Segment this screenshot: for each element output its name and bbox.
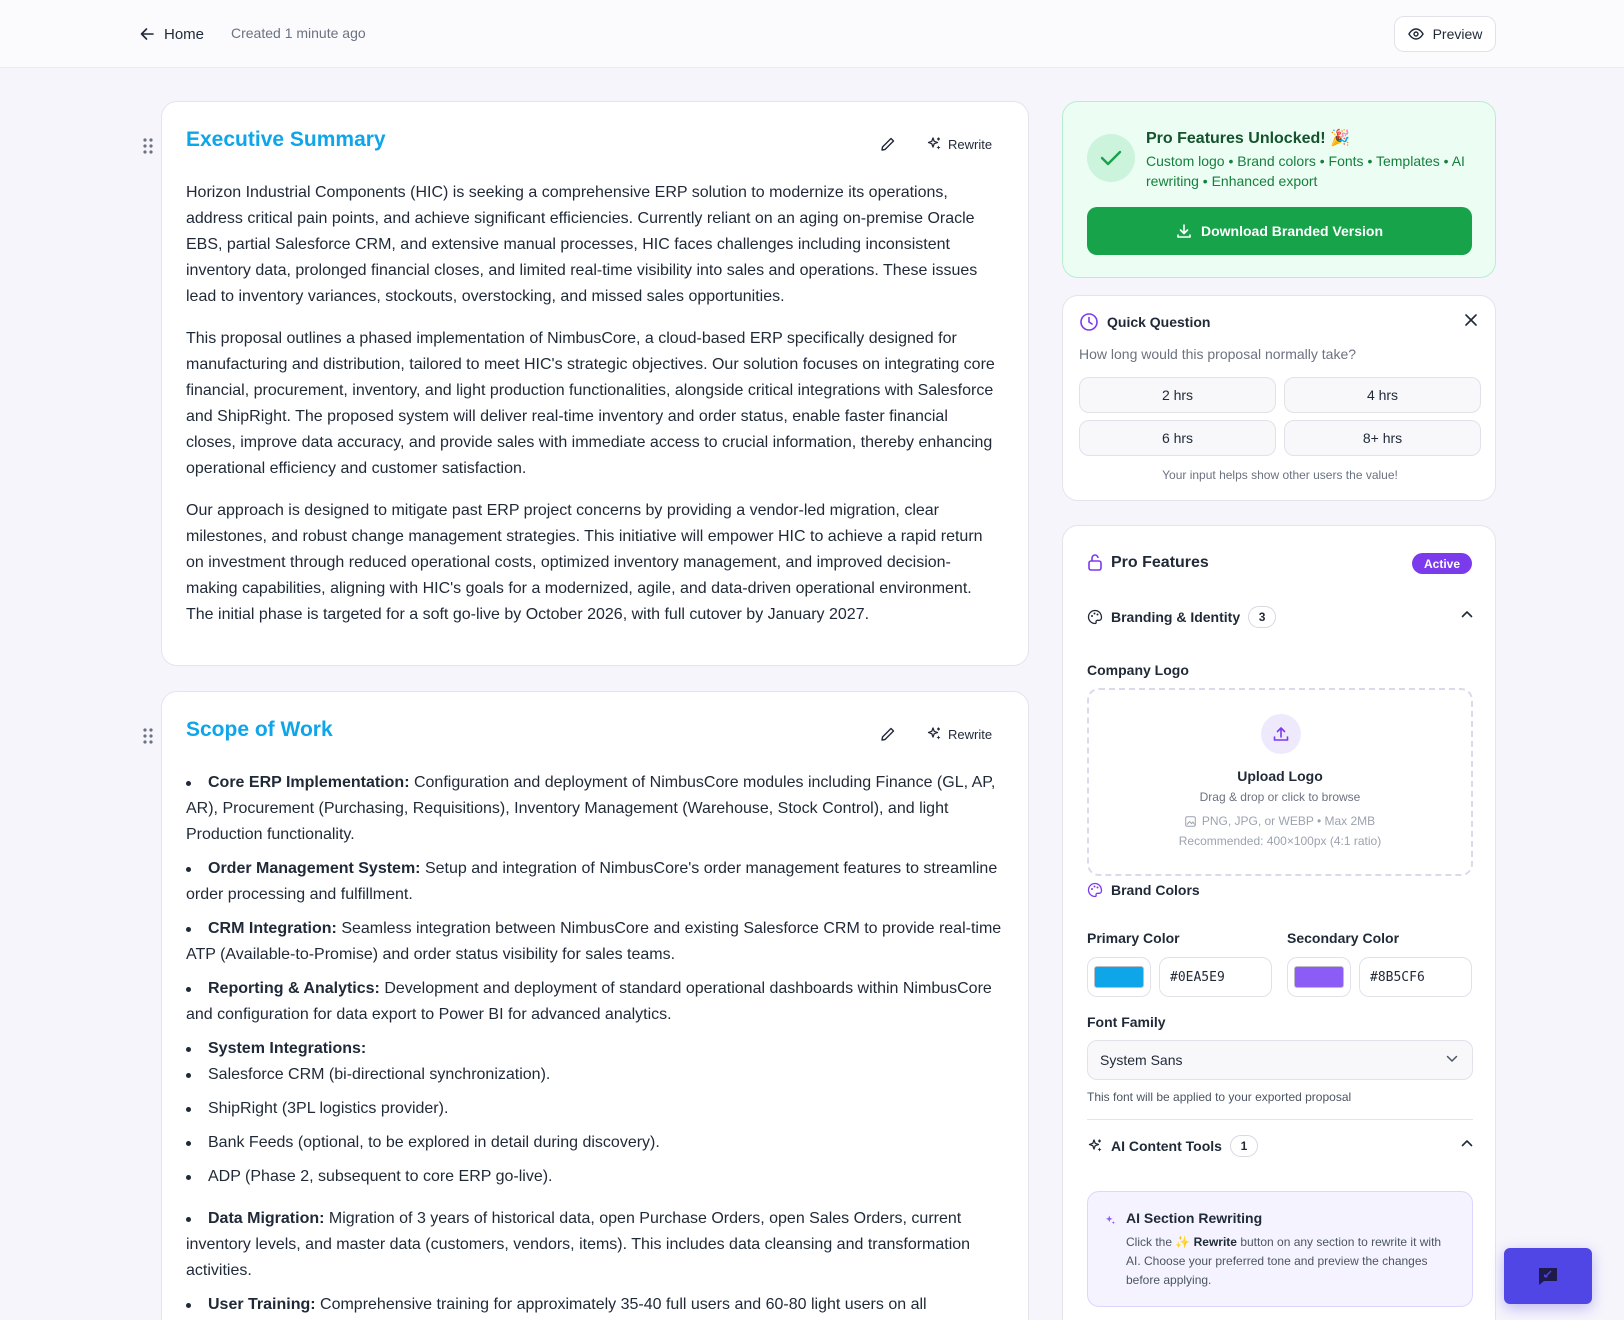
upload-subtitle: Drag & drop or click to browse — [1199, 790, 1361, 804]
list-item — [186, 1206, 1002, 1284]
option-6-hrs[interactable]: 6 hrs — [1079, 420, 1276, 456]
pencil-icon — [880, 726, 896, 742]
rewrite-button[interactable] — [926, 722, 992, 746]
upload-recommendation: Recommended: 400×100px (4:1 ratio) — [1178, 834, 1382, 848]
scope-list — [186, 770, 1002, 1062]
primary-color-hex-input[interactable]: #0EA5E9 — [1159, 957, 1272, 997]
upload-formats-text: PNG, JPG, or WEBP • Max 2MB — [1201, 814, 1376, 828]
ai-card-text-after: button on any section to rewrite it with AI. Choose your preferred tone and preview the changes before applying. — [1126, 1235, 1442, 1287]
chevron-up-icon — [1461, 610, 1473, 618]
section-title: Scope of Work — [186, 718, 333, 741]
divider — [1087, 1119, 1473, 1120]
item-text: Setup and integration of NimbusCore's order management features to streamline order processing and fulfillment. — [186, 860, 998, 903]
option-2-hrs[interactable]: 2 hrs — [1079, 377, 1276, 413]
ai-card-description — [1126, 1233, 1456, 1290]
image-icon — [1185, 816, 1196, 827]
font-family-value: System Sans — [1100, 1052, 1183, 1068]
primary-color-label: Primary Color — [1087, 930, 1180, 946]
quick-question-footer: Your input helps show other users the value! — [1162, 468, 1398, 482]
list-item — [186, 1164, 1002, 1190]
quick-question-panel — [1062, 295, 1496, 501]
logo-upload-dropzone[interactable] — [1087, 688, 1473, 876]
unlock-icon — [1087, 553, 1103, 571]
list-item — [186, 1062, 1002, 1088]
item-lead: CRM Integration: — [208, 920, 337, 937]
item-lead: Data Migration: — [208, 1210, 325, 1227]
font-family-hint: This font will be applied to your exported proposal — [1087, 1090, 1352, 1104]
integrations-list — [186, 1062, 1002, 1190]
rewrite-label: Rewrite — [948, 726, 993, 742]
paragraph: Our approach is designed to mitigate past ERP project concerns by providing a vendor-led migration, clear milestones, and robust change management strategies. This initiative will empower HIC to achieve a rapid return on investment through reduced operational costs, optimized inventory management, and improved decision-making capabilities, aligning with HIC's goals for a modernized, agile, and data-driven operational environment. The initial phase is targeted for a soft go-live by October 2026, with full cutover by January 2027. — [186, 502, 983, 623]
download-branded-button[interactable] — [1087, 207, 1472, 255]
item-text: Configuration and deployment of NimbusCore modules including Finance (GL, AP, AR), Procurement (Purchasing, Requisitions), Inventory Management (Warehouse, Stock Control), and light Production functionality. — [186, 774, 996, 843]
pro-features-panel — [1062, 525, 1496, 1320]
palette-icon — [1087, 609, 1103, 625]
item-lead: Core ERP Implementation: — [208, 774, 410, 791]
unlock-feature-list: Custom logo • Brand colors • Fonts • Templates • AI rewriting • Enhanced export — [1146, 153, 1465, 189]
paragraph: This proposal outlines a phased implementation of NimbusCore, a cloud-based ERP specifically designed for manufacturing and distribution, tailored to meet HIC's strategic objectives. Our solution focuses on integrating core financial, procurement, inventory, and light production functionalities, alongside critical integrations with Salesforce and ShipRight. The proposed system will deliver real-time inventory and order status, enable faster financial closes, improve data accuracy, and provide sales with immediate access to crucial information, thereby enhancing operational efficiency and customer satisfaction. — [186, 330, 995, 477]
section-body — [186, 770, 1002, 1320]
section-card-executive-summary — [161, 101, 1029, 666]
rewrite-label: Rewrite — [948, 136, 993, 152]
upload-title: Upload Logo — [1237, 768, 1323, 784]
home-link[interactable] — [140, 22, 204, 46]
primary-color-picker[interactable] — [1087, 957, 1151, 997]
check-badge — [1087, 134, 1135, 182]
item-text: Comprehensive training for approximately 35-40 full users and 60-80 light users on all — [315, 1296, 927, 1313]
created-timestamp: Created 1 minute ago — [231, 25, 366, 41]
status-badge: Active — [1412, 553, 1472, 574]
edit-button[interactable] — [876, 722, 900, 746]
check-icon — [1100, 150, 1122, 166]
palette-icon — [1087, 882, 1103, 898]
item-lead: System Integrations: — [208, 1040, 367, 1057]
list-item — [186, 856, 1002, 908]
ai-tools-label: AI Content Tools — [1111, 1138, 1222, 1154]
item-text: Migration of 3 years of historical data, open Purchase Orders, open Sales Orders, current inventory levels, and master data (customers, vendors, items). This includes data cleansing and transformation activities. — [186, 1210, 971, 1279]
quick-question-title: Quick Question — [1107, 314, 1211, 330]
item-text: Bank Feeds (optional, to be explored in detail during discovery). — [208, 1134, 660, 1151]
branding-count-badge: 3 — [1248, 606, 1276, 628]
item-lead: User Training: — [208, 1296, 316, 1313]
drag-handle-icon[interactable] — [143, 728, 153, 744]
pro-unlocked-panel — [1062, 101, 1496, 278]
secondary-color-picker[interactable] — [1287, 957, 1351, 997]
ai-card-title: AI Section Rewriting — [1126, 1210, 1263, 1226]
scope-list-continued — [186, 1206, 1002, 1318]
section-card-scope-of-work — [161, 691, 1029, 1320]
clock-icon — [1079, 312, 1099, 332]
download-label: Download Branded Version — [1200, 223, 1384, 239]
branding-label: Branding & Identity — [1111, 609, 1241, 625]
pro-features-title: Pro Features — [1111, 554, 1209, 571]
rewrite-button[interactable] — [926, 132, 992, 156]
list-item — [186, 1292, 1002, 1318]
list-item — [186, 1130, 1002, 1156]
ai-card-text-before: Click the ✨ — [1126, 1235, 1194, 1249]
list-item — [186, 976, 1002, 1028]
upload-icon — [1272, 725, 1290, 743]
item-text: ShipRight (3PL logistics provider). — [208, 1100, 449, 1117]
upload-formats — [1089, 814, 1471, 828]
font-family-select[interactable] — [1087, 1040, 1473, 1080]
chevron-down-icon — [1446, 1055, 1458, 1063]
upload-icon-badge — [1261, 714, 1301, 754]
secondary-color-hex-input[interactable]: #8B5CF6 — [1359, 957, 1472, 997]
item-lead: Reporting & Analytics: — [208, 980, 380, 997]
top-bar — [0, 0, 1624, 68]
section-body — [186, 180, 1002, 644]
item-text: Seamless integration between NimbusCore and existing Salesforce CRM to provide real-time ATP (Available-to-Promise) and order status visibility for sales teams. — [186, 920, 1002, 963]
ai-tools-count-badge: 1 — [1230, 1135, 1258, 1157]
ai-card-text-bold: Rewrite — [1193, 1235, 1237, 1249]
sparkles-icon — [1104, 1214, 1116, 1226]
list-item — [186, 916, 1002, 968]
preview-label: Preview — [1432, 26, 1483, 42]
eye-icon — [1408, 28, 1424, 40]
company-logo-label: Company Logo — [1087, 662, 1189, 678]
list-item — [186, 1096, 1002, 1122]
feedback-icon — [1537, 1266, 1559, 1286]
home-label: Home — [164, 25, 205, 43]
sparkles-icon — [926, 726, 942, 742]
edit-button[interactable] — [876, 132, 900, 156]
secondary-color-label: Secondary Color — [1287, 930, 1400, 946]
section-title: Executive Summary — [186, 128, 386, 151]
item-text: Development and deployment of standard operational dashboards within NimbusCore and configuration for data export to Power BI for advanced analytics. — [186, 980, 992, 1023]
sparkles-icon — [926, 136, 942, 152]
preview-button[interactable] — [1394, 16, 1496, 52]
option-4-hrs[interactable]: 4 hrs — [1284, 377, 1481, 413]
item-text: ADP (Phase 2, subsequent to core ERP go-live). — [208, 1168, 553, 1185]
brand-colors-heading — [1087, 878, 1287, 902]
chevron-up-icon — [1461, 1139, 1473, 1147]
feedback-button[interactable] — [1504, 1248, 1592, 1304]
drag-handle-icon[interactable] — [143, 138, 153, 154]
pencil-icon — [880, 136, 896, 152]
font-family-label: Font Family — [1087, 1014, 1166, 1030]
close-icon[interactable] — [1464, 313, 1478, 327]
quick-question-text: How long would this proposal normally take? — [1079, 346, 1357, 362]
ai-tools-accordion-toggle[interactable] — [1087, 1134, 1473, 1158]
secondary-color-swatch — [1294, 966, 1344, 988]
brand-colors-label: Brand Colors — [1111, 882, 1200, 898]
item-lead: Order Management System: — [208, 860, 421, 877]
unlock-title: Pro Features Unlocked! 🎉 — [1146, 130, 1350, 147]
arrow-left-icon — [140, 27, 154, 41]
item-text: Salesforce CRM (bi-directional synchronization). — [208, 1066, 551, 1083]
ai-section-rewriting-card — [1087, 1191, 1473, 1307]
option-8-plus-hrs[interactable]: 8+ hrs — [1284, 420, 1481, 456]
sparkles-icon — [1087, 1138, 1103, 1154]
paragraph: Horizon Industrial Components (HIC) is seeking a comprehensive ERP solution to modernize its operations, address critical pain points, and achieve significant efficiencies. Currently reliant on an aging on-premise Oracle EBS, partial Salesforce CRM, and extensive manual processes, HIC faces challenges including inconsistent inventory data, prolonged financial closes, and limited real-time visibility into sales and operations. These issues lead to inventory variances, stockouts, overstocking, and missed sales opportunities. — [186, 184, 978, 305]
list-item — [186, 1036, 1002, 1062]
download-icon — [1176, 223, 1192, 239]
primary-color-swatch — [1094, 966, 1144, 988]
branding-accordion-toggle[interactable] — [1087, 605, 1473, 629]
list-item — [186, 770, 1002, 848]
